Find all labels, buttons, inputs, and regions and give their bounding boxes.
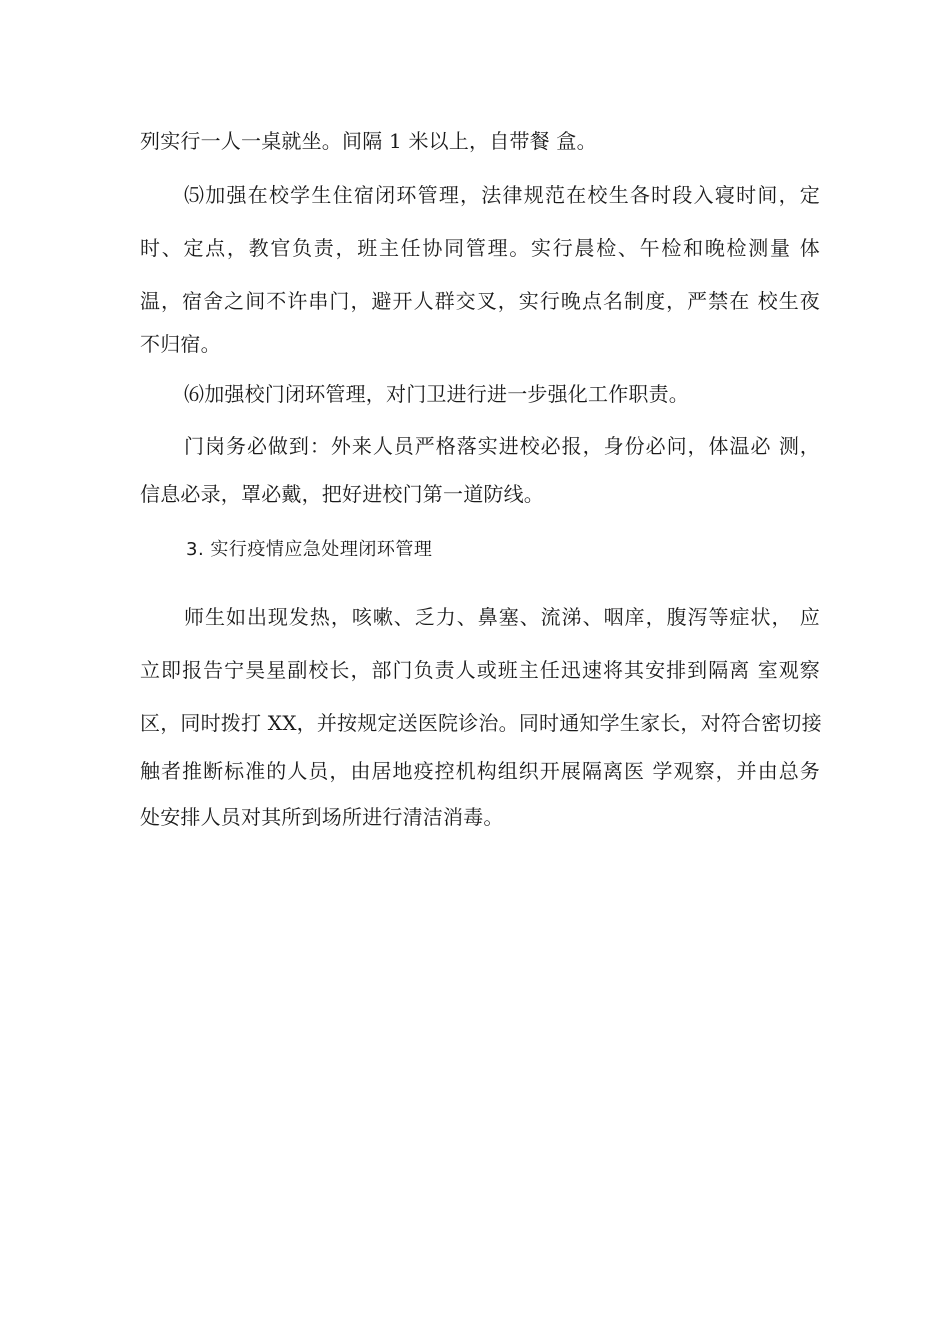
- text-line-10: 师生如出现发热，咳嗽、乏力、鼻塞、流涕、咽庠，腹泻等症状， 应: [184, 605, 820, 629]
- text-line-2: ⑸加强在校学生住宿闭环管理，法律规范在校生各时段入寝时间，定: [184, 183, 820, 207]
- text-line-7: 门岗务必做到：外来人员严格落实进校必报，身份必问，体温必 测，: [184, 434, 820, 458]
- text-line-1: 列实行一人一桌就坐。间隔 1 米以上，自带餐 盒。: [140, 129, 597, 153]
- text-line-8: 信息必录，罩必戴，把好进校门第一道防线。: [140, 482, 544, 506]
- section-heading: 3. 实行疫情应急处理闭环管理: [186, 539, 433, 560]
- text-line-6: ⑹加强校门闭环管理，对门卫进行进一步强化工作职责。: [184, 382, 689, 406]
- text-line-11: 立即报告宁昊星副校长，部门负责人或班主任迅速将其安排到隔离 室观察: [140, 658, 820, 682]
- text-line-4: 温，宿舍之间不许串门，避开人群交叉，实行晚点名制度，严禁在 校生夜: [140, 289, 820, 313]
- text-line-12: 区，同时拨打 XX，并按规定送医院诊治。同时通知学生家长，对符合密切接: [140, 711, 822, 735]
- text-line-5: 不归宿。: [140, 332, 221, 356]
- text-line-13: 触者推断标准的人员，由居地疫控机构组织开展隔离医 学观察，并由总务: [140, 759, 820, 783]
- text-line-14: 处安排人员对其所到场所进行清洁消毒。: [140, 805, 504, 829]
- text-line-3: 时、定点，教官负责，班主任协同管理。实行晨检、午检和晚检测量 体: [140, 236, 820, 260]
